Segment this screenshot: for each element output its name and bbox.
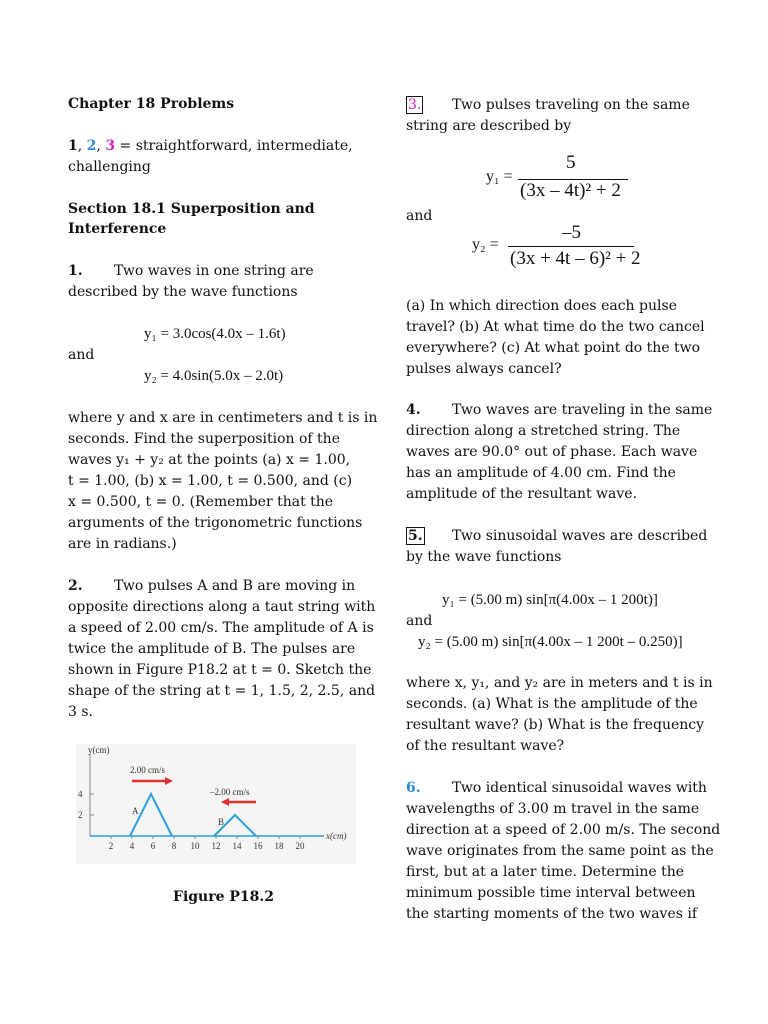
x-tick-label: 16 [253,841,263,851]
problem-1-equation-2: y₂ = 4.0sin(5.0x – 2.0t) [144,368,284,384]
problem-5-equation-2: y₂ = (5.00 m) sin[π(4.00x – 1 200t – 0.250)] [418,634,683,650]
problem-6-line-5: first, but at a later time. Determine the [406,864,685,880]
problem-5-equation-1: y₁ = (5.00 m) sin[π(4.00x – 1 200t)] [442,592,658,608]
y2-fraction-bar [508,246,634,247]
y-axis-label: y(cm) [88,745,110,755]
problem-3-question-1: (a) In which direction does each pulse [406,298,677,314]
legend-text: = straightforward, intermediate, [115,138,353,154]
problem-1-line-5: waves y₁ + y₂ at the points (a) x = 1.00, [68,452,351,468]
y-tick-label: 2 [78,810,83,820]
x-tick-label: 2 [108,841,114,851]
problem-3-line-2: string are described by [406,118,572,134]
problem-1-line-8: arguments of the trigonometric functions [68,515,363,531]
y2-numerator: –5 [562,222,581,243]
problem-2-line-5: shown in Figure P18.2 at t = 0. Sketch the [68,662,372,678]
difficulty-legend: 1, 2, 3 = straightforward, intermediate, [68,138,353,154]
problem-3-question-3: everywhere? (c) At what point do the two [406,340,701,356]
problem-6-line-1: 6. Two identical sinusoidal waves with [406,778,707,799]
problem-5-number: 5. [408,528,423,544]
pulse-b-label: B [218,817,225,827]
x-tick-label: 4 [129,841,135,851]
legend-num-1: 1 [68,138,78,154]
problem-6-line-4: wave originates from the same point as the [406,843,714,859]
x-axis-label: x(cm) [326,831,347,841]
problem-4-number: 4. [406,402,421,418]
y1-lhs: y₁ = [486,168,513,185]
x-tick-label: 6 [150,841,156,851]
problem-1-line-2: described by the wave functions [68,284,298,300]
speed-a-label: 2.00 cm/s [130,765,165,775]
y-tick-label: 4 [78,789,83,799]
problem-1-line-4: seconds. Find the superposition of the [68,431,340,447]
legend-text-2: challenging [68,159,151,175]
problem-3-line-1: 3. Two pulses traveling on the same [408,97,690,113]
problem-5-line-1: 5. Two sinusoidal waves are described [408,528,708,544]
x-tick-label: 14 [232,841,242,851]
x-tick-label: 18 [274,841,284,851]
problem-4-line-2: direction along a stretched string. The [406,423,681,439]
problem-6-line-6: minimum possible time interval between [406,885,696,901]
problem-6-line-7: the starting moments of the two waves if [406,906,698,922]
figure-p18-2 [76,744,356,864]
problem-4-line-4: has an amplitude of 4.00 cm. Find the [406,465,676,481]
legend-num-3: 3 [105,138,116,154]
problem-5-line-2: by the wave functions [406,549,562,565]
problem-4-line-1: 4. Two waves are traveling in the same [406,400,712,421]
problem-2-line-2: opposite directions along a taut string with [68,599,376,615]
problem-5-line-6: of the resultant wave? [406,738,565,754]
problem-4-line-3: waves are 90.0° out of phase. Each wave [406,444,698,460]
y2-lhs: y₂ = [472,236,499,253]
problem-1-line-3: where y and x are in centimeters and t is in [68,410,378,426]
problem-2-number: 2. [68,578,83,594]
problem-2-line-4: twice the amplitude of B. The pulses are [68,641,356,657]
section-heading-2: Interference [68,221,167,237]
problem-5-line-3: where x, y₁, and y₂ are in meters and t is in [406,675,713,691]
pulse-a-label: A [132,806,139,816]
x-tick-label: 8 [171,841,177,851]
problem-1-number: 1. [68,263,83,279]
problem-1-line-1: 1. Two waves in one string are [68,261,314,282]
problem-1-line-7: x = 0.500, t = 0. (Remember that the [68,494,334,510]
problem-6-line-3: direction at a speed of 2.00 m/s. The second [406,822,721,838]
problem-5-line-5: resultant wave? (b) What is the frequency [406,717,705,733]
legend-num-2: 2 [86,138,97,154]
problem-1-line-9: are in radians.) [68,536,177,552]
problem-3-and: and [406,208,433,224]
figure-caption: Figure P18.2 [173,889,275,905]
y2-denominator: (3x + 4t – 6)² + 2 [510,248,641,269]
problem-2-line-1: 2. Two pulses A and B are moving in [68,576,355,597]
problem-4-line-5: amplitude of the resultant wave. [406,486,638,502]
problem-1-line-6: t = 1.00, (b) x = 1.00, t = 0.500, and (c) [68,473,353,489]
chapter-title: Chapter 18 Problems [68,96,235,112]
problem-6-number: 6. [406,780,421,796]
problem-5-line-4: seconds. (a) What is the amplitude of the [406,696,698,712]
problem-5-and: and [406,613,433,629]
problem-3-question-2: travel? (b) At what time do the two cancel [406,319,705,335]
y1-denominator: (3x – 4t)² + 2 [520,180,621,201]
problem-2-line-6: shape of the string at t = 1, 1.5, 2, 2.5, and [68,683,376,699]
speed-b-label: –2.00 cm/s [210,787,250,797]
problem-3-number: 3. [408,97,422,113]
x-tick-label: 12 [211,841,221,851]
problem-6-line-2: wavelengths of 3.00 m travel in the same [406,801,700,817]
section-heading: Section 18.1 Superposition and [68,201,315,217]
problem-1-and: and [68,347,95,363]
y1-numerator: 5 [566,152,576,173]
problem-1-equation-1: y₁ = 3.0cos(4.0x – 1.6t) [144,326,286,342]
x-tick-label: 20 [295,841,305,851]
problem-3-question-4: pulses always cancel? [406,361,562,377]
problem-2-line-7: 3 s. [68,704,93,720]
x-tick-label: 10 [190,841,200,851]
problem-2-line-3: a speed of 2.00 cm/s. The amplitude of A is [68,620,374,636]
